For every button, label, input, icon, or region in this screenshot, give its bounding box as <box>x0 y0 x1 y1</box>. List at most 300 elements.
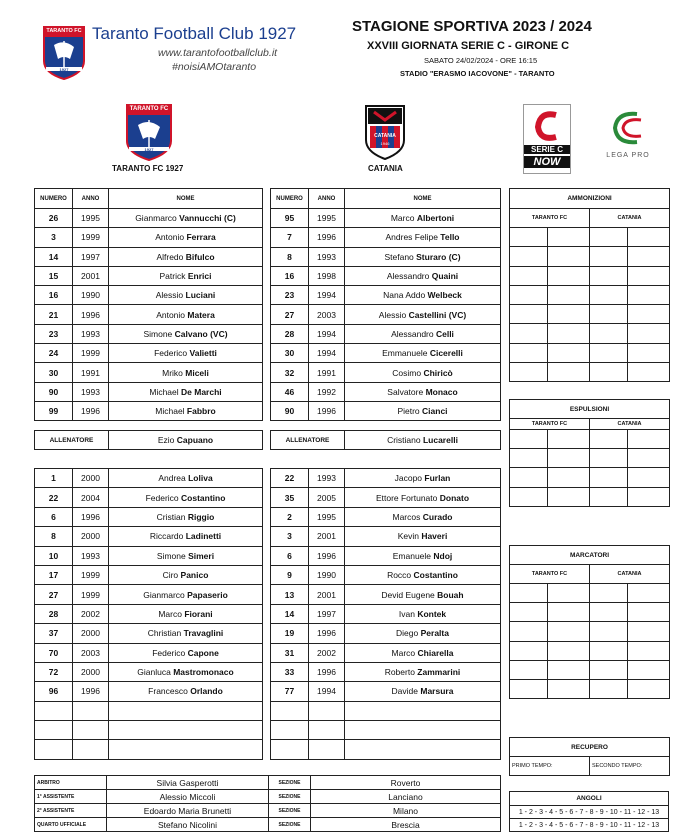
angoli-title: ANGOLI <box>510 792 669 806</box>
official-role: QUARTO UFFICIALE <box>35 818 107 832</box>
player-first-name: Davide <box>391 686 421 697</box>
entry-cell[interactable] <box>590 679 628 698</box>
entry-cell[interactable] <box>628 468 670 487</box>
player-number: 14 <box>271 604 309 623</box>
entry-cell[interactable] <box>628 324 670 343</box>
player-year: 1996 <box>73 401 109 420</box>
empty-cell[interactable] <box>271 721 309 740</box>
player-year: 1994 <box>309 344 345 363</box>
table-row <box>35 363 263 382</box>
player-last-name: Monaco <box>425 386 458 397</box>
away-coach-name <box>345 431 501 450</box>
entry-cell[interactable] <box>590 324 628 343</box>
entry-cell[interactable] <box>510 487 548 506</box>
player-year: 2000 <box>73 469 109 488</box>
entry-cell[interactable] <box>628 622 670 641</box>
marcatori-table <box>509 545 670 699</box>
player-first-name: Emanuele <box>392 550 434 561</box>
lega-pro-logo <box>603 108 653 168</box>
entry-cell[interactable] <box>510 622 548 641</box>
primo-tempo-field[interactable]: PRIMO TEMPO: <box>510 757 590 776</box>
player-last-name: Celli <box>435 328 454 339</box>
entry-cell[interactable] <box>590 228 628 247</box>
empty-cell[interactable] <box>345 721 501 740</box>
player-number: 21 <box>35 305 73 324</box>
table-row <box>271 643 501 662</box>
entry-cell[interactable] <box>548 305 590 324</box>
table-row <box>510 430 670 449</box>
entry-cell[interactable] <box>628 660 670 679</box>
entry-cell[interactable] <box>590 641 628 660</box>
empty-cell[interactable] <box>271 740 309 759</box>
player-year: 2001 <box>309 527 345 546</box>
player-last-name: Tello <box>440 232 460 243</box>
entry-cell[interactable] <box>590 487 628 506</box>
player-name <box>345 247 501 266</box>
recupero-title: RECUPERO <box>510 738 670 757</box>
player-name <box>109 401 263 420</box>
player-year: 1997 <box>309 604 345 623</box>
entry-cell[interactable] <box>628 449 670 468</box>
entry-cell[interactable] <box>510 228 548 247</box>
esp-home-label: TARANTO FC <box>510 419 590 430</box>
entry-cell[interactable] <box>628 228 670 247</box>
entry-cell[interactable] <box>548 343 590 362</box>
player-last-name: Furlan <box>424 473 451 484</box>
player-number: 70 <box>35 643 73 662</box>
entry-cell[interactable] <box>628 584 670 603</box>
official-name: Silvia Gasperotti <box>107 776 269 790</box>
empty-cell[interactable] <box>271 701 309 720</box>
player-first-name: Andres Felipe <box>385 232 441 243</box>
table-row <box>510 228 670 247</box>
player-year: 2004 <box>73 488 109 507</box>
entry-cell[interactable] <box>548 660 590 679</box>
entry-cell[interactable] <box>548 324 590 343</box>
entry-cell[interactable] <box>548 487 590 506</box>
empty-cell[interactable] <box>73 740 109 759</box>
table-row <box>510 468 670 487</box>
player-first-name: Riccardo <box>149 531 186 542</box>
empty-cell[interactable] <box>109 740 263 759</box>
espulsioni-title: ESPULSIONI <box>510 400 670 419</box>
away-crest-text: CATANIA <box>374 133 396 139</box>
player-first-name: Ciro <box>162 570 181 581</box>
player-first-name: Antonio <box>156 309 188 320</box>
entry-cell[interactable] <box>548 622 590 641</box>
player-number: 10 <box>35 546 73 565</box>
player-name <box>109 643 263 662</box>
entry-cell[interactable] <box>548 228 590 247</box>
entry-cell[interactable] <box>590 266 628 285</box>
coach-last: Lucarelli <box>422 435 458 445</box>
entry-cell[interactable] <box>590 622 628 641</box>
player-number: 13 <box>271 585 309 604</box>
table-row <box>35 507 263 526</box>
entry-cell[interactable] <box>548 641 590 660</box>
player-name <box>109 469 263 488</box>
player-last-name: Haveri <box>421 531 448 542</box>
coach-label: ALLENATORE <box>35 431 109 450</box>
empty-cell[interactable] <box>345 701 501 720</box>
sezione-label: SEZIONE <box>269 804 311 818</box>
player-first-name: Michael <box>149 386 182 397</box>
ammonizioni-title: AMMONIZIONI <box>510 189 670 209</box>
entry-cell[interactable] <box>628 343 670 362</box>
player-year: 1995 <box>309 507 345 526</box>
player-year: 1999 <box>73 344 109 363</box>
coach-last: Capuano <box>176 435 214 445</box>
player-name <box>109 527 263 546</box>
player-year: 2001 <box>73 266 109 285</box>
entry-cell[interactable] <box>548 449 590 468</box>
empty-cell[interactable] <box>345 740 501 759</box>
player-number: 3 <box>271 527 309 546</box>
player-first-name: Stefano <box>384 251 417 262</box>
player-last-name: Welbeck <box>427 290 462 301</box>
table-row <box>271 286 501 305</box>
player-name <box>109 266 263 285</box>
entry-cell[interactable] <box>510 430 548 449</box>
player-number: 72 <box>35 662 73 681</box>
player-last-name: Calvano (VC) <box>174 328 228 339</box>
player-year: 2002 <box>309 643 345 662</box>
entry-cell[interactable] <box>548 584 590 603</box>
match-datetime: SABATO 24/02/2024 - ORE 16:15 <box>424 56 538 65</box>
col-numero: NUMERO <box>35 189 73 209</box>
table-row <box>271 469 501 488</box>
player-year: 2002 <box>73 604 109 623</box>
player-year: 1996 <box>309 228 345 247</box>
player-year: 1991 <box>73 363 109 382</box>
entry-cell[interactable] <box>510 660 548 679</box>
player-number: 8 <box>35 527 73 546</box>
player-last-name: Fiorani <box>184 608 213 619</box>
entry-cell[interactable] <box>590 305 628 324</box>
entry-cell[interactable] <box>628 266 670 285</box>
player-name <box>345 305 501 324</box>
player-year: 1990 <box>73 286 109 305</box>
table-row <box>271 546 501 565</box>
player-last-name: Ladinetti <box>185 531 222 542</box>
col-nome: NOME <box>109 189 263 209</box>
entry-cell[interactable] <box>510 641 548 660</box>
entry-cell[interactable] <box>548 468 590 487</box>
table-row <box>35 305 263 324</box>
player-last-name: Fabbro <box>186 406 216 417</box>
home-crest-top-text: TARANTO FC <box>129 106 169 112</box>
player-first-name: Alessio <box>378 309 409 320</box>
official-section: Roverto <box>311 776 501 790</box>
player-number: 26 <box>35 209 73 228</box>
entry-cell[interactable] <box>628 430 670 449</box>
table-row <box>35 286 263 305</box>
ammonizioni-table <box>509 188 670 382</box>
player-year: 1997 <box>73 247 109 266</box>
club-crest-header <box>42 25 86 80</box>
table-row <box>35 469 263 488</box>
official-section: Lanciano <box>311 790 501 804</box>
player-first-name: Mriko <box>162 367 186 378</box>
official-row <box>35 790 501 804</box>
empty-cell[interactable] <box>309 740 345 759</box>
recupero-table <box>509 737 670 776</box>
empty-cell[interactable] <box>73 701 109 720</box>
empty-cell[interactable] <box>35 721 73 740</box>
away-crest-year: 1946 <box>380 141 390 146</box>
player-name <box>345 344 501 363</box>
entry-cell[interactable] <box>548 679 590 698</box>
player-first-name: Emmanuele <box>382 348 430 359</box>
table-row <box>510 622 670 641</box>
home-team-crest <box>125 103 173 161</box>
entry-cell[interactable] <box>590 343 628 362</box>
player-name <box>345 324 501 343</box>
entry-cell[interactable] <box>510 584 548 603</box>
entry-cell[interactable] <box>628 603 670 622</box>
player-name <box>345 286 501 305</box>
player-name <box>109 507 263 526</box>
entry-cell[interactable] <box>548 430 590 449</box>
entry-cell[interactable] <box>590 449 628 468</box>
table-row <box>35 324 263 343</box>
serie-c-label: SERIE C <box>524 145 570 154</box>
player-first-name: Nana Addo <box>383 290 428 301</box>
table-row <box>271 721 501 740</box>
home-team-name: TARANTO FC 1927 <box>112 164 184 173</box>
table-row <box>35 247 263 266</box>
entry-cell[interactable] <box>548 603 590 622</box>
entry-cell[interactable] <box>510 343 548 362</box>
entry-cell[interactable] <box>510 324 548 343</box>
table-row <box>35 488 263 507</box>
officials-table <box>34 775 501 832</box>
coach-label: ALLENATORE <box>271 431 345 450</box>
player-first-name: Marco <box>158 608 185 619</box>
entry-cell[interactable] <box>590 285 628 304</box>
player-number: 35 <box>271 488 309 507</box>
entry-cell[interactable] <box>628 285 670 304</box>
now-label: NOW <box>524 156 570 168</box>
table-row <box>271 682 501 701</box>
player-year: 2005 <box>309 488 345 507</box>
official-role: 2° ASSISTENTE <box>35 804 107 818</box>
entry-cell[interactable] <box>510 285 548 304</box>
player-number: 6 <box>35 507 73 526</box>
table-row <box>35 382 263 401</box>
empty-cell[interactable] <box>73 721 109 740</box>
table-row <box>271 507 501 526</box>
player-last-name: Chiarella <box>417 647 454 658</box>
player-first-name: Francesco <box>148 686 191 697</box>
entry-cell[interactable] <box>510 363 548 382</box>
player-first-name: Marco <box>390 213 417 224</box>
entry-cell[interactable] <box>628 487 670 506</box>
entry-cell[interactable] <box>548 363 590 382</box>
player-name <box>345 546 501 565</box>
entry-cell[interactable] <box>590 468 628 487</box>
club-website[interactable]: www.tarantofootballclub.it <box>158 47 278 59</box>
official-role: ARBITRO <box>35 776 107 790</box>
player-last-name: Cicerelli <box>429 348 463 359</box>
entry-cell[interactable] <box>628 641 670 660</box>
entry-cell[interactable] <box>510 468 548 487</box>
player-name <box>345 682 501 701</box>
sezione-label: SEZIONE <box>269 818 311 832</box>
empty-cell[interactable] <box>109 721 263 740</box>
entry-cell[interactable] <box>590 660 628 679</box>
player-first-name: Alessandro <box>391 328 436 339</box>
entry-cell[interactable] <box>590 247 628 266</box>
entry-cell[interactable] <box>628 305 670 324</box>
player-name <box>345 527 501 546</box>
entry-cell[interactable] <box>590 584 628 603</box>
crest-top-text: TARANTO FC <box>46 28 82 34</box>
table-row <box>35 643 263 662</box>
player-number: 19 <box>271 624 309 643</box>
player-first-name: Federico <box>152 647 188 658</box>
player-number: 28 <box>35 604 73 623</box>
player-year: 1996 <box>73 305 109 324</box>
table-row <box>35 527 263 546</box>
player-name <box>345 228 501 247</box>
player-year: 1995 <box>309 209 345 228</box>
entry-cell[interactable] <box>590 603 628 622</box>
entry-cell[interactable] <box>510 603 548 622</box>
empty-cell[interactable] <box>309 721 345 740</box>
empty-cell[interactable] <box>35 740 73 759</box>
table-row <box>271 401 501 420</box>
player-last-name: Mastromonaco <box>173 667 234 678</box>
table-row <box>35 228 263 247</box>
player-year: 1999 <box>73 565 109 584</box>
player-number: 22 <box>271 469 309 488</box>
coach-first: Cristiano <box>387 435 423 445</box>
marc-home-label: TARANTO FC <box>510 565 590 584</box>
table-row <box>271 585 501 604</box>
empty-cell[interactable] <box>309 701 345 720</box>
player-number: 7 <box>271 228 309 247</box>
player-name <box>109 209 263 228</box>
player-year: 1996 <box>309 401 345 420</box>
entry-cell[interactable] <box>510 266 548 285</box>
col-anno: ANNO <box>309 189 345 209</box>
amm-home-label: TARANTO FC <box>510 209 590 228</box>
player-number: 95 <box>271 209 309 228</box>
player-number: 9 <box>271 565 309 584</box>
player-year: 1994 <box>309 286 345 305</box>
entry-cell[interactable] <box>510 305 548 324</box>
entry-cell[interactable] <box>510 449 548 468</box>
entry-cell[interactable] <box>548 285 590 304</box>
table-row <box>271 209 501 228</box>
player-number: 99 <box>35 401 73 420</box>
secondo-tempo-field[interactable]: SECONDO TEMPO: <box>590 757 670 776</box>
player-last-name: Panico <box>180 570 209 581</box>
entry-cell[interactable] <box>548 247 590 266</box>
entry-cell[interactable] <box>590 430 628 449</box>
player-name <box>109 565 263 584</box>
player-last-name: Matera <box>187 309 215 320</box>
marc-away-label: CATANIA <box>590 565 670 584</box>
entry-cell[interactable] <box>628 247 670 266</box>
player-first-name: Diego <box>396 628 421 639</box>
table-row <box>510 305 670 324</box>
player-number: 1 <box>35 469 73 488</box>
player-number: 8 <box>271 247 309 266</box>
player-number: 31 <box>271 643 309 662</box>
player-last-name: Peralta <box>420 628 449 639</box>
lega-pro-text: LEGA PRO <box>606 152 650 159</box>
player-first-name: Alfredo <box>156 251 186 262</box>
table-row <box>271 701 501 720</box>
player-last-name: Travaglini <box>183 628 224 639</box>
player-number: 2 <box>271 507 309 526</box>
entry-cell[interactable] <box>628 679 670 698</box>
player-last-name: Riggio <box>187 511 215 522</box>
player-year: 1993 <box>309 469 345 488</box>
player-name <box>345 662 501 681</box>
empty-cell[interactable] <box>109 701 263 720</box>
player-year: 1993 <box>73 382 109 401</box>
player-last-name: Bouah <box>437 589 464 600</box>
entry-cell[interactable] <box>628 363 670 382</box>
table-row <box>271 363 501 382</box>
entry-cell[interactable] <box>510 247 548 266</box>
entry-cell[interactable] <box>510 679 548 698</box>
official-section: Brescia <box>311 818 501 832</box>
player-last-name: Enrici <box>187 271 212 282</box>
table-row <box>510 603 670 622</box>
player-number: 15 <box>35 266 73 285</box>
table-row <box>271 565 501 584</box>
player-year: 1992 <box>309 382 345 401</box>
angoli-away-seq: 1 - 2 - 3 - 4 - 5 - 6 - 7 - 8 - 9 - 10 - 11 - 12 - 13 <box>510 819 669 832</box>
official-name: Alessio Miccoli <box>107 790 269 804</box>
empty-cell[interactable] <box>35 701 73 720</box>
player-number: 24 <box>35 344 73 363</box>
table-row <box>510 449 670 468</box>
player-name <box>345 382 501 401</box>
player-name <box>109 344 263 363</box>
table-row <box>271 247 501 266</box>
player-first-name: Rocco <box>387 570 414 581</box>
entry-cell[interactable] <box>548 266 590 285</box>
player-first-name: Gianmarco <box>135 213 180 224</box>
player-last-name: Miceli <box>185 367 209 378</box>
table-row <box>510 584 670 603</box>
official-row <box>35 818 501 832</box>
entry-cell[interactable] <box>590 363 628 382</box>
player-year: 1990 <box>309 565 345 584</box>
away-coach-table <box>270 430 501 450</box>
player-name <box>109 585 263 604</box>
player-last-name: Marsura <box>420 686 454 697</box>
table-row <box>271 382 501 401</box>
player-first-name: Roberto <box>384 667 418 678</box>
crest-year-text: 1927 <box>59 67 69 72</box>
esp-away-label: CATANIA <box>590 419 670 430</box>
player-name <box>345 604 501 623</box>
table-row <box>271 604 501 623</box>
table-row <box>35 740 263 759</box>
player-year: 1995 <box>73 209 109 228</box>
amm-away-label: CATANIA <box>590 209 670 228</box>
player-number: 90 <box>271 401 309 420</box>
player-first-name: Gianmarco <box>143 589 188 600</box>
player-year: 1993 <box>73 546 109 565</box>
player-last-name: Orlando <box>190 686 223 697</box>
